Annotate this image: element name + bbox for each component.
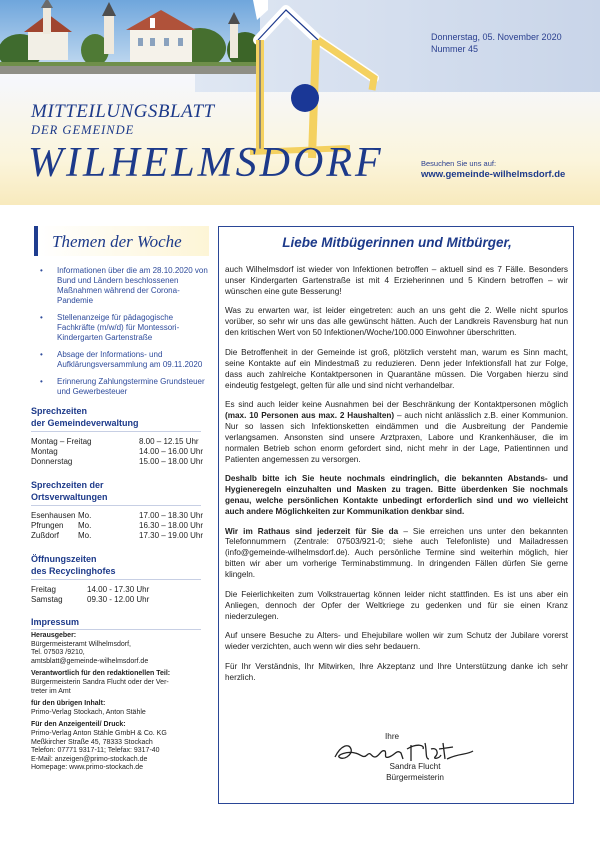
impressum-label: Herausgeber: [31, 632, 77, 639]
hours-row: Freitag 14.00 - 17.30 Uhr [31, 585, 150, 594]
letter-closing: Ihre [385, 732, 400, 741]
sidebar [31, 226, 209, 773]
visit-label: Besuchen Sie uns auf: [421, 159, 497, 168]
letter-title: Liebe Mitbügerinnen und Mitbürger, [282, 235, 512, 250]
bullet-icon: • [40, 350, 43, 359]
verwaltung-heading: Sprechzeiten der Gemeindeverwaltung [31, 406, 139, 428]
signer-name: Sandra Flucht [389, 762, 441, 771]
themen-header [34, 226, 209, 256]
letter-paragraph: Wir im Rathaus sind jederzeit für Sie da – Sie erreichen uns unter den bekannten Telefonnummern (Zentrale: 07503/921-0; siehe auch Telefonliste) und Mailadressen (info@gemeinde-wilhelmsdorf.de). Auch persönliche Termine sind weiterhin möglich, hier bitten wir aber um vorherige Terminabstimmung. In dringenden Fällen dürfen Sie gerne klingeln. [225, 526, 568, 580]
ortsverwaltung-hours [31, 511, 209, 541]
letter-paragraph: Die Feierlichkeiten zum Volkstrauertag können leider nicht stattfinden. Es ist uns aber ein Anliegen, dennoch der Opfer der Weltkriege zu gedenken und für sie einen Kranz niederzulegen. [225, 589, 568, 621]
letter-paragraph: Deshalb bitte ich Sie heute nochmals eindringlich, die bekannten Abstands- und Hygieneregeln einzuhalten und Masken zu tragen. Bitte überdenken Sie nochmals genau, welche persönlichen Kontakte unbedingt erforderlich sind und wo vielleicht auch andere Möglichkeiten zur Kommunikation denkbar sind. [225, 474, 568, 516]
hours-row: Donnerstag 15.00 – 18.00 Uhr [31, 457, 204, 466]
signer-role: Bürgermeisterin [386, 773, 444, 782]
letter-paragraph: Es sind auch leider keine Ausnahmen bei der Beschränkung der Kontaktpersonen möglich (max. 10 Personen aus max. 2 Haushalten) – auch nicht anlässlich z.B. einer Kommunion. Nur so lassen sich Infektionsketten eindämmen und die Ausbreitung der Pandemie verlangsamen. Ansonsten sind unsere Arztpraxen, Labore und Krankenhäuser, die im normalen Betrieb schon enorm gefordert sind, nicht mehr in der Lage, Patientinnen und Patienten angemessen zu versorgen. [225, 400, 568, 464]
impressum-label: Für den Anzeigenteil/ Druck: [31, 721, 126, 729]
divider [31, 629, 201, 630]
hours-row: Montag – Freitag 8.00 – 12.15 Uhr [31, 437, 199, 446]
impressum-text: Primo-Verlag Anton Stähle GmbH & Co. KG Meßkircher Straße 45, 78333 Stockach Telefon: 07771 9317-11; Telefax: 9317-40 E-Mail: anzeigen@primo-stockach.de Homepage: www.primo-stockach.de [31, 729, 167, 772]
list-item[interactable]: • Stellenanzeige für pädagogische Fachkräfte (m/w/d) für Montessori-Kindergarten Gartenstraße [40, 313, 180, 342]
issue-number: Nummer 45 [431, 44, 479, 54]
impressum-label: für den übrigen Inhalt: [31, 700, 106, 708]
list-item[interactable]: • Absage der Informations- und Aufklärungsversammlung am 09.11.2020 [40, 350, 203, 369]
website-link[interactable]: www.gemeinde-wilhelmsdorf.de [421, 169, 566, 180]
masthead-title-municipality: WILHELMSDORF [28, 140, 384, 186]
impressum-heading: Impressum [31, 617, 80, 627]
list-item[interactable]: • Informationen über die am 28.10.2020 von Bund und Ländern beschlossenen Maßnahmen während der Corona-Pandemie [40, 266, 208, 305]
bullet-icon: • [40, 313, 43, 322]
hours-row: Esenhausen Mo. 17.00 – 18.30 Uhr [31, 511, 204, 520]
divider [31, 431, 201, 432]
hours-row: Pfrungen Mo. 16.30 – 18.00 Uhr [31, 521, 204, 530]
issue-date: Donnerstag, 05. November 2020 [431, 32, 562, 42]
masthead-title-line2: DER GEMEINDE [31, 123, 135, 137]
themen-list [31, 266, 209, 397]
letter-body [225, 265, 568, 692]
hours-row: Montag 14.00 – 16.00 Uhr [31, 447, 204, 456]
recycling-heading: Öffnungszeiten des Recyclinghofes [31, 554, 116, 576]
hours-row: Zußdorf Mo. 17.30 – 19.00 Uhr [31, 531, 204, 540]
impressum-label: Verantwortlich für den redaktionellen Teil: [31, 670, 171, 678]
letter-paragraph: auch Wilhelmsdorf ist wieder von Infektionen betroffen – aktuell sind es 7 Fälle. Besonders unser Kindergarten Gartenstraße ist mit 4 Erzieherinnen und 5 Kindern betroffen – wir wünschen eine gute Besserung! [225, 265, 568, 296]
bullet-icon: • [40, 377, 43, 386]
impressum-text: Bürgermeisterin Sandra Flucht oder der Ver- treter im Amt [31, 678, 169, 695]
divider [31, 579, 201, 580]
issue-date-block [431, 31, 562, 55]
letter-paragraph: Die Betroffenheit in der Gemeinde ist groß, plötzlich versteht man, warum es Sinn macht, seine Kontakte auf ein Mindestmaß zu reduzieren. Denn jeder Infektionsfall hat zur Folge, dass auch zahlreiche Kontaktpersonen in Quarantäne müssen. Die Vorgaben hierzu sind eindeutig festgelegt, gelten für alle und sind nicht verhandelbar. [225, 347, 568, 390]
bullet-icon: • [40, 266, 43, 275]
hours-row: Samstag 09.30 - 12.00 Uhr [31, 595, 150, 604]
list-item[interactable]: • Erinnerung Zahlungstermine Grundsteuer und Gewerbesteuer [40, 377, 205, 396]
impressum-text: Primo-Verlag Stockach, Anton Stähle [31, 708, 146, 716]
letter-paragraph: Auf unsere Besuche zu Alters- und Ehejubilare wollen wir zum Schutz der Jubilare vorerst wieder verzichten, auch wenn wir dies sehr bedauern. [225, 631, 568, 652]
ortsverwaltung-heading: Sprechzeiten der Ortsverwaltungen [31, 480, 108, 502]
verwaltung-hours [31, 437, 209, 467]
mayor-letter [218, 226, 574, 804]
recycling-hours [31, 585, 209, 605]
masthead-title-line1: MITTEILUNGSBLATT [31, 101, 215, 122]
impressum-text: Bürgermeisteramt Wilhelmsdorf, Tel. 07503 /9210, amtsblatt@gemeinde-wilhelmsdorf.de [31, 640, 149, 665]
masthead [0, 0, 600, 205]
themen-title: Themen der Woche [52, 232, 182, 251]
divider [31, 505, 201, 506]
letter-paragraph: Für Ihr Verständnis, Ihr Mitwirken, Ihre Akzeptanz und Ihre Unterstützung danke ich sehr herzlich. [225, 661, 568, 682]
letter-paragraph: Was zu erwarten war, ist leider eingetreten: auch an uns geht die 2. Welle nicht spurlos vorüber, so sehr wir uns das alle gewünscht hätten. Auch der Landkreis Ravensburg hat nun den kritischen Wert von 50 Infektionen/Woche/100.000 Einwohner überschritten. [225, 306, 568, 338]
